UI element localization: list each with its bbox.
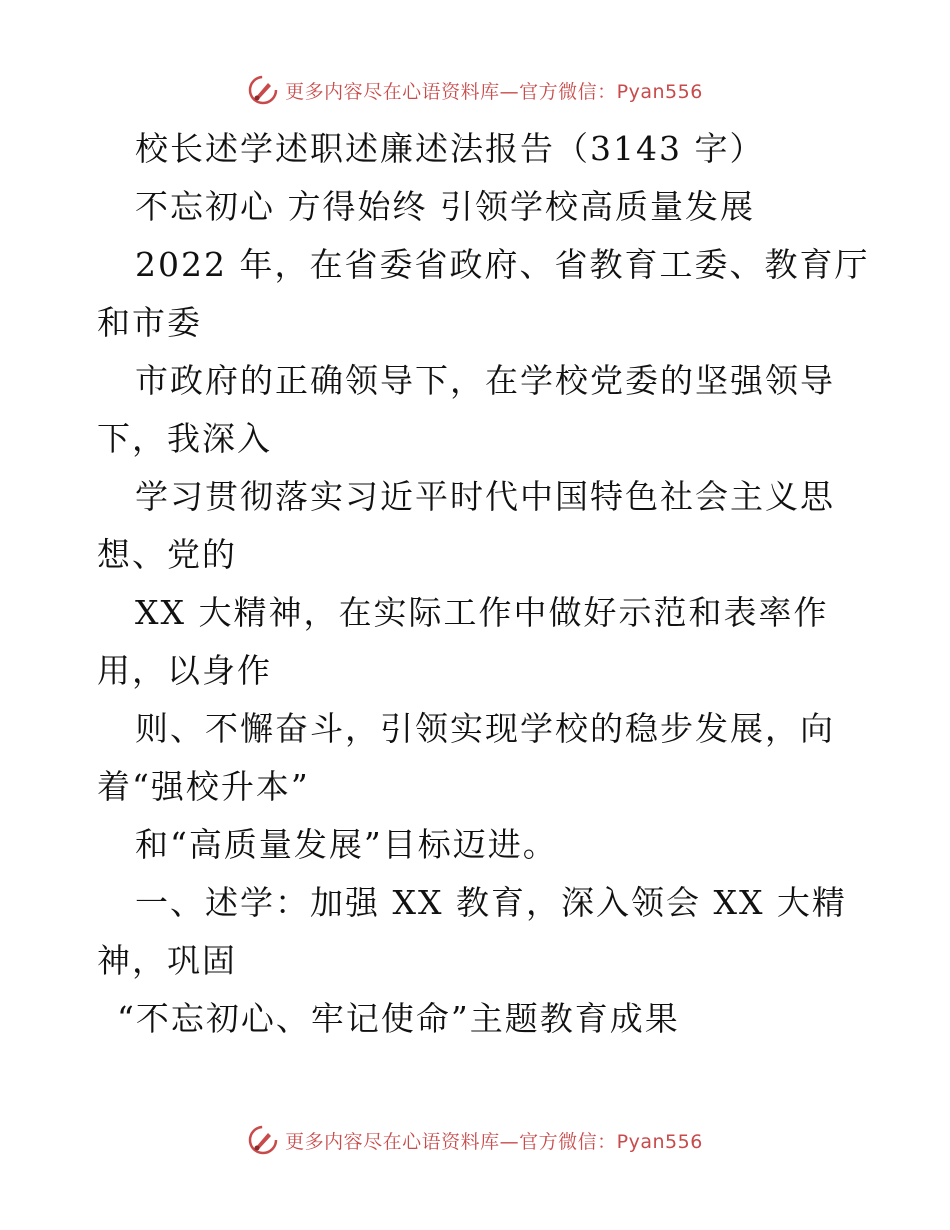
paragraph-line: 想、党的 — [97, 535, 237, 574]
paragraph-line: 市政府的正确领导下，在学校党委的坚强领导 — [135, 361, 835, 400]
paragraph-line: 下，我深入 — [97, 419, 272, 458]
paragraph-line: 和市委 — [97, 303, 202, 342]
brush-logo-icon — [247, 74, 279, 106]
watermark-text: 更多内容尽在心语资料库—官方微信：Pyan556 — [285, 1130, 703, 1153]
paragraph-line: “不忘初心、牢记使命”主题教育成果 — [117, 999, 680, 1038]
section-heading: 一、述学：加强 XX 教育，深入领会 XX 大精 — [135, 883, 847, 922]
footer-watermark — [0, 1120, 950, 1160]
paragraph-line: 则、不懈奋斗，引领实现学校的稳步发展，向 — [135, 709, 835, 748]
paragraph-line: 神，巩固 — [97, 941, 237, 980]
watermark-text: 更多内容尽在心语资料库—官方微信：Pyan556 — [285, 80, 703, 103]
brush-logo-icon — [247, 1124, 279, 1156]
document-body — [97, 120, 870, 1048]
paragraph-line: 2022 年，在省委省政府、省教育工委、教育厅 — [135, 245, 870, 284]
paragraph-line: 学习贯彻落实习近平时代中国特色社会主义思 — [135, 477, 835, 516]
paragraph-line: 着“强校升本” — [97, 767, 310, 806]
doc-subtitle: 不忘初心 方得始终 引领学校高质量发展 — [135, 187, 755, 226]
doc-title: 校长述学述职述廉述法报告（3143 字） — [135, 129, 765, 168]
paragraph-line: 用，以身作 — [97, 651, 272, 690]
paragraph-line: XX 大精神，在实际工作中做好示范和表率作 — [135, 593, 829, 632]
header-watermark — [0, 70, 950, 110]
paragraph-line: 和“高质量发展”目标迈进。 — [135, 825, 558, 864]
